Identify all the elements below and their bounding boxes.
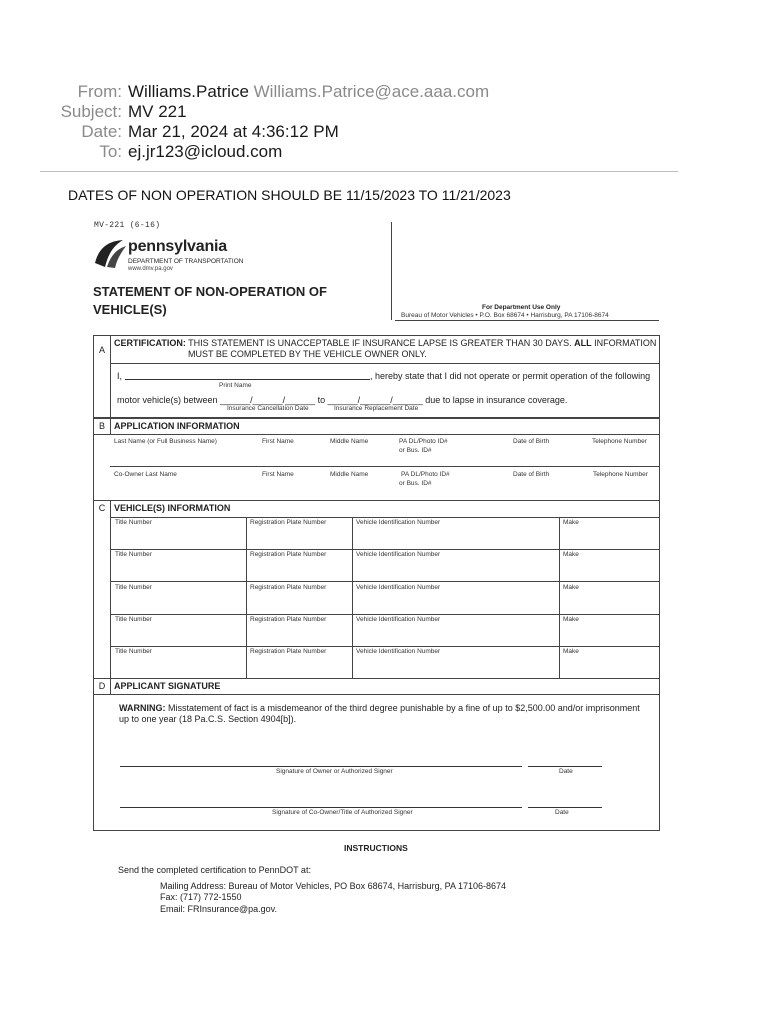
email-address[interactable]: Email: FRInsurance@pa.gov. [160,904,278,914]
bus-id-label: or Bus. ID# [399,447,432,454]
col-divider-2 [352,517,353,679]
co-first-name-label: First Name [262,471,294,478]
logo-dept: DEPARTMENT OF TRANSPORTATION [128,258,244,265]
date-value: Mar 21, 2024 at 4:36:12 PM [128,122,339,141]
owner-signature-label: Signature of Owner or Authorized Signer [276,768,393,775]
dept-use-underline [395,320,659,321]
insurance-replacement-label: Insurance Replacement Date [334,405,419,412]
vehicle-row-divider-2 [110,581,660,582]
email-date-row [0,122,339,142]
make-label: Make [563,616,579,623]
section-d-title: APPLICANT SIGNATURE [114,681,221,691]
i-prefix: I, [117,371,123,381]
section-b-row-divider[interactable] [110,466,660,467]
to-label: To: [99,142,122,161]
instructions-send: Send the completed certification to PennDOT at: [118,865,311,875]
i-suffix: , hereby state that I did not operate or permit operation of the following [370,371,651,381]
email-from-row [0,82,489,102]
plate-number-label: Registration Plate Number [250,519,327,526]
owner-date-field[interactable] [528,766,602,767]
title-number-label: Title Number [115,584,152,591]
date-label: Date: [81,122,122,141]
co-owner-signature-label: Signature of Co-Owner/Title of Authorized Signer [272,809,413,816]
dept-use-label: For Department Use Only [482,304,561,311]
co-telephone-label: Telephone Number [593,471,648,478]
sender-address[interactable]: Williams.Patrice@ace.aaa.com [253,82,490,101]
col-divider-1 [246,517,247,679]
logo-url: www.dmv.pa.gov [128,266,173,272]
co-dob-label: Date of Birth [513,471,550,478]
middle-name-label: Middle Name [330,438,369,445]
form-title [93,283,327,319]
vehicle-row-divider-3 [110,614,660,615]
header-divider [40,171,678,172]
certification-all: ALL [574,338,592,348]
from-label: From: [77,82,122,101]
section-c-title-divider [110,517,660,518]
section-b-letter: B [98,421,105,431]
title-number-label: Title Number [115,551,152,558]
co-owner-signature-field[interactable] [120,807,522,808]
title-number-label: Title Number [115,519,152,526]
section-c-title: VEHICLE(S) INFORMATION [114,503,231,513]
section-c-letter: C [98,503,106,513]
certification-text-2: INFORMATION [591,338,657,348]
warning-label: WARNING: [119,703,166,713]
bureau-address: Bureau of Motor Vehicles • P.O. Box 68674 • Harrisburg, PA 17106-8674 [401,312,609,319]
fax-number: Fax: (717) 772-1550 [160,892,242,902]
vehicle-row-divider-4 [110,646,660,647]
co-bus-id-label: or Bus. ID# [399,480,432,487]
co-owner-date-field[interactable] [528,807,602,808]
form-title-line2: VEHICLE(S) [93,302,167,317]
co-pa-dl-label: PA DL/Photo ID# [401,471,450,478]
logo-name: pennsylvania [128,238,227,255]
vehicle-row-divider-1 [110,549,660,550]
vin-label: Vehicle Identification Number [356,551,441,558]
email-to-row [0,142,282,162]
title-number-label: Title Number [115,648,152,655]
warning-text-2: up to one year (18 Pa.C.S. Section 4904[b]). [119,714,297,724]
insurance-cancellation-label: Insurance Cancellation Date [227,405,309,412]
certification-label: CERTIFICATION: [114,338,186,348]
sender-name[interactable]: Williams.Patrice [128,82,249,101]
make-label: Make [563,519,579,526]
section-b-letter-divider [110,418,111,434]
warning-body: Misstatement of fact is a misdemeanor of the third degree punishable by a fine of up to $2,500.00 and/or imprisonment [165,703,640,713]
plate-number-label: Registration Plate Number [250,648,327,655]
print-name-label: Print Name [219,382,252,389]
section-a-letter-divider [110,335,111,418]
last-name-label: Last Name (or Full Business Name) [114,438,217,445]
col-divider-3 [559,517,560,679]
penndot-logo-icon [93,237,127,271]
section-d-letter: D [98,681,106,691]
dates-note: DATES OF NON OPERATION SHOULD BE 11/15/2023 TO 11/21/2023 [68,187,511,203]
mailing-address: Mailing Address: Bureau of Motor Vehicles, PO Box 68674, Harrisburg, PA 17106-8674 [160,881,507,891]
first-name-label: First Name [262,438,294,445]
certification-text-1: THIS STATEMENT IS UNACCEPTABLE IF INSURANCE LAPSE IS GREATER THAN 30 DAYS. [185,338,575,348]
vin-label: Vehicle Identification Number [356,616,441,623]
vin-label: Vehicle Identification Number [356,584,441,591]
email-subject-row [0,102,187,122]
section-b-title-divider [93,434,660,435]
vin-label: Vehicle Identification Number [356,648,441,655]
print-name-field[interactable] [125,379,370,380]
form-title-line1: STATEMENT OF NON-OPERATION OF [93,284,327,299]
title-number-label: Title Number [115,616,152,623]
section-a-letter: A [98,345,105,355]
subject-value: MV 221 [128,102,187,121]
plate-number-label: Registration Plate Number [250,551,327,558]
pa-dl-label: PA DL/Photo ID# [399,438,448,445]
co-middle-name-label: Middle Name [330,471,369,478]
make-label: Make [563,584,579,591]
co-owner-last-name-label: Co-Owner Last Name [114,471,177,478]
section-d-letter-divider [110,678,111,694]
make-label: Make [563,648,579,655]
owner-date-label: Date [559,768,573,775]
section-b-title: APPLICATION INFORMATION [114,421,240,431]
certification-text-3: MUST BE COMPLETED BY THE VEHICLE OWNER ONLY. [188,349,427,359]
form-code: MV-221 (6-16) [94,221,161,230]
certification-text [114,338,656,348]
subject-label: Subject: [60,102,122,121]
recipient-address[interactable]: ej.jr123@icloud.com [128,142,283,161]
instructions-title: INSTRUCTIONS [344,843,408,853]
motor-vehicle-text[interactable]: motor vehicle(s) between ______/______/______ to ______/______/______ due to lapse in insurance coverage. [117,395,568,405]
telephone-label: Telephone Number [592,438,647,445]
co-owner-date-label: Date [555,809,569,816]
plate-number-label: Registration Plate Number [250,584,327,591]
make-label: Make [563,551,579,558]
section-c-letter-divider [110,500,111,679]
warning-text [119,703,640,713]
section-a-cert-divider [110,363,660,364]
plate-number-label: Registration Plate Number [250,616,327,623]
vin-label: Vehicle Identification Number [356,519,441,526]
dob-label: Date of Birth [513,438,550,445]
owner-signature-field[interactable] [120,766,522,767]
section-d-title-divider [93,694,660,695]
header-divider-vertical [391,222,392,320]
